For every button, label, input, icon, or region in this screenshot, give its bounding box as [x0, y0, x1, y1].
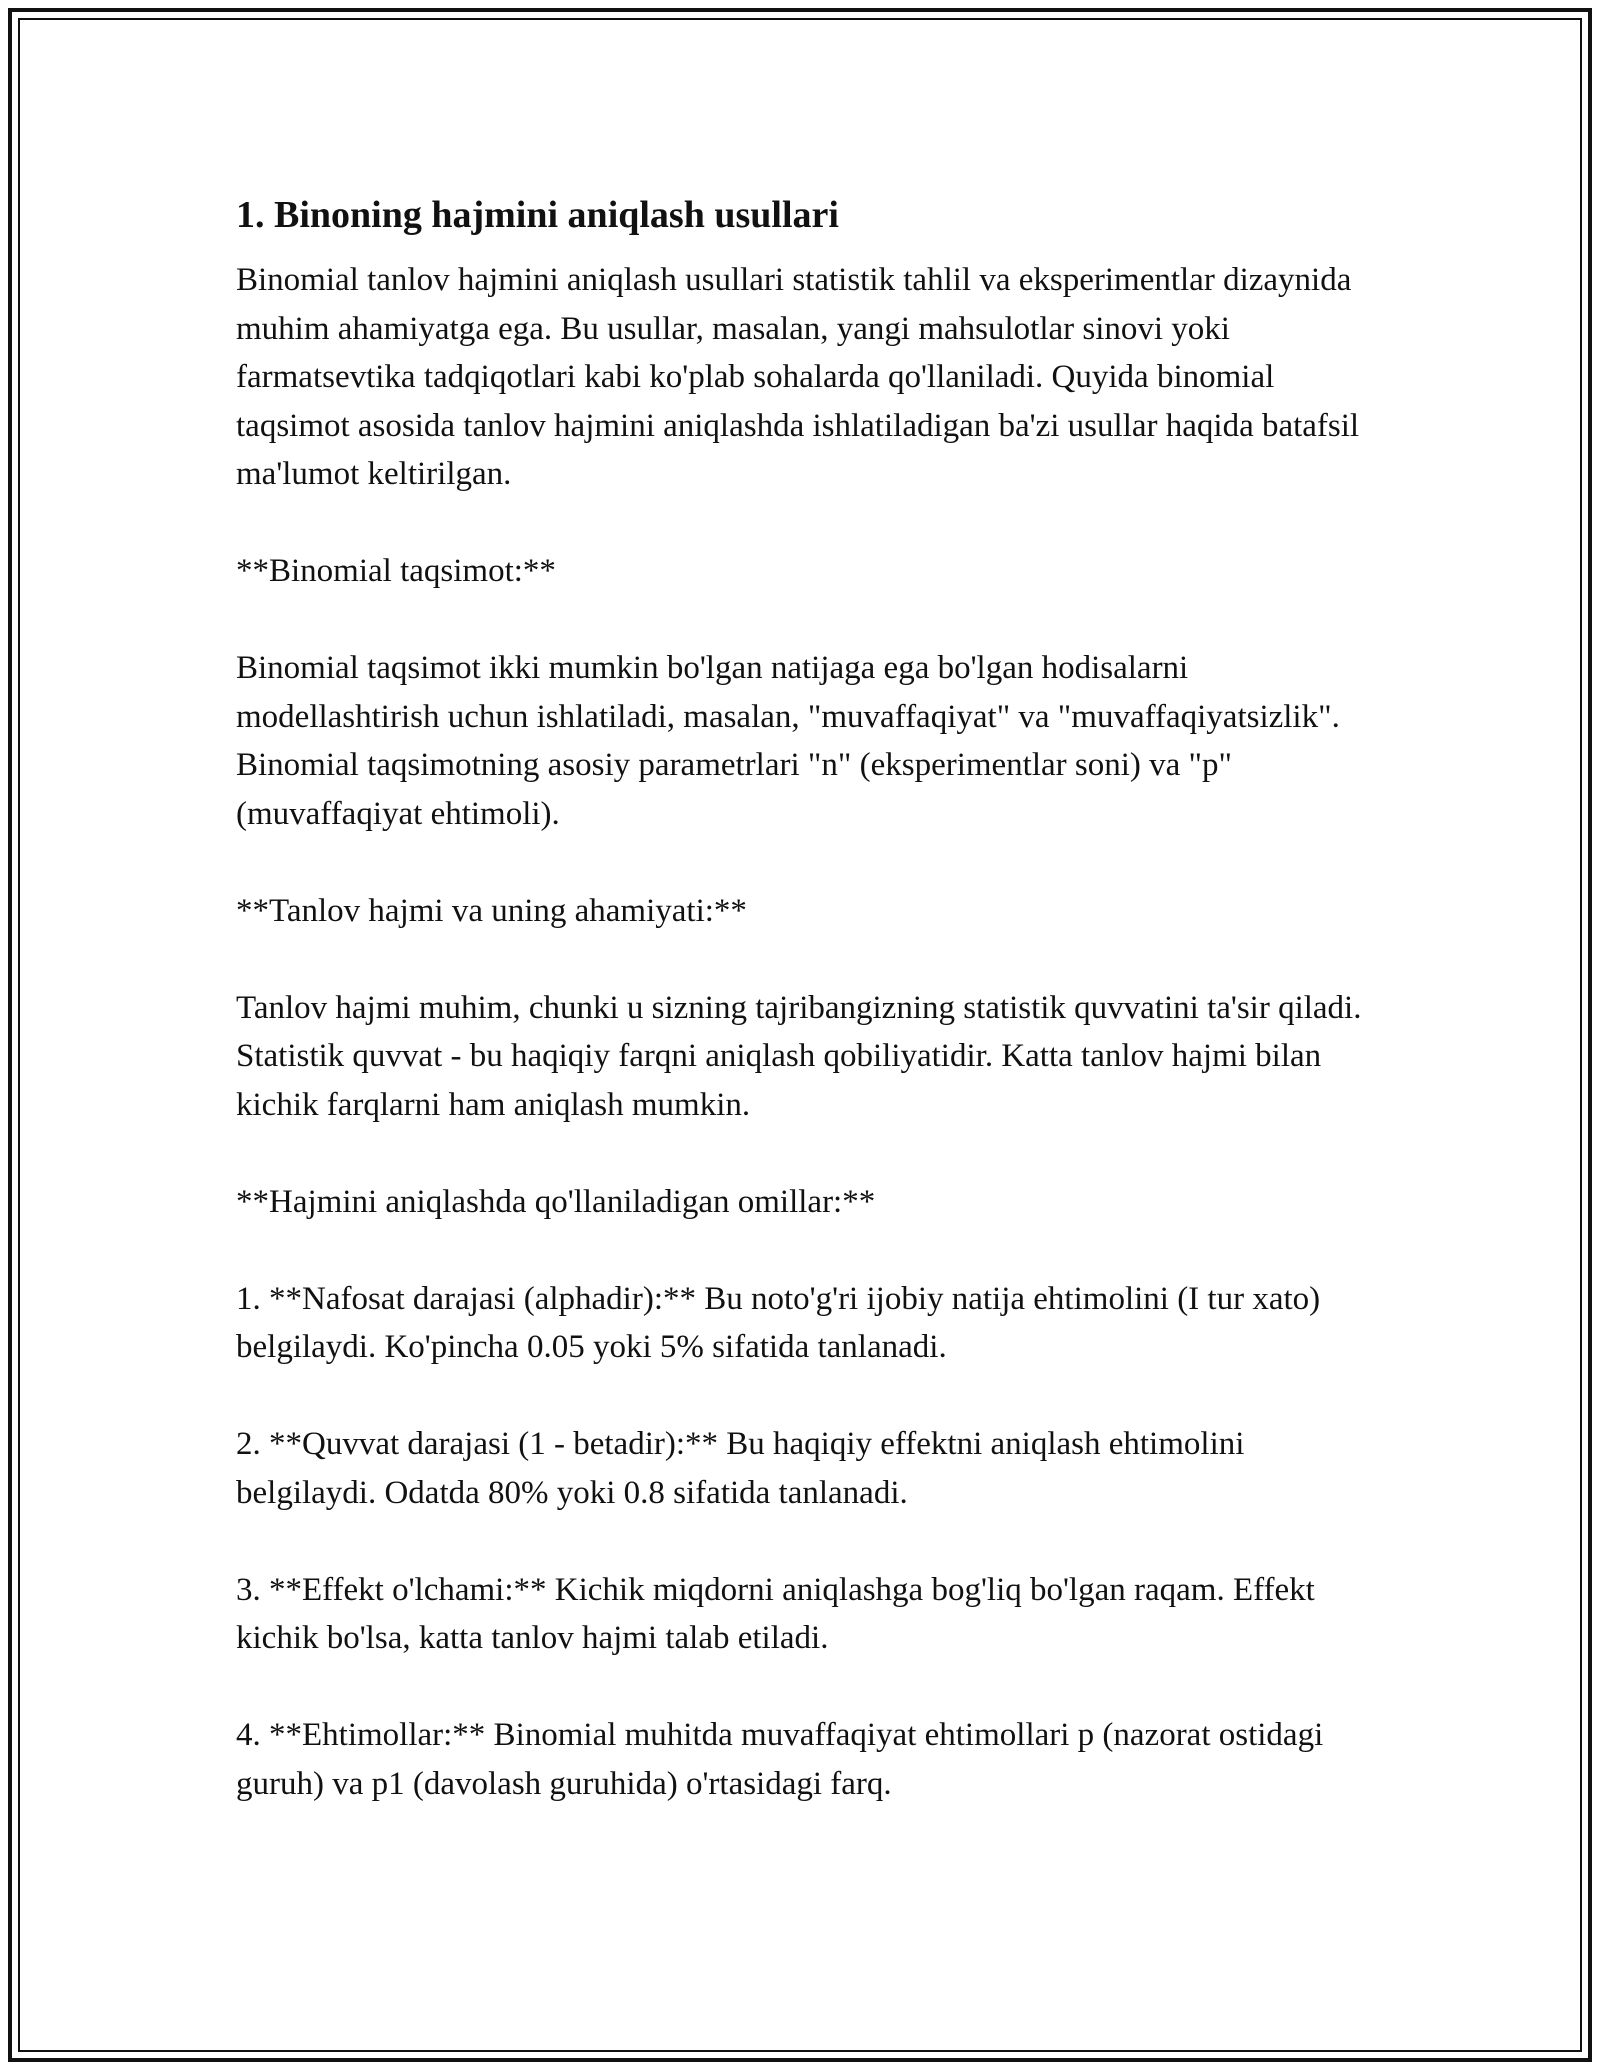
- factors-subheading: **Hajmini aniqlashda qo'llaniladigan omillar:**: [236, 1183, 876, 1220]
- factor-item-2: 2. **Quvvat darajasi (1 - betadir):** Bu haqiqiy effektni aniqlash ehtimolini belgilaydi. Odatda 80% yoki 0.8 sifatida tanlanadi.: [236, 1426, 1245, 1511]
- factor-item-3: 3. **Effekt o'lchami:** Kichik miqdorni aniqlashga bog'liq bo'lgan raqam. Effekt kichik bo'lsa, katta tanlov hajmi talab etiladi.: [236, 1571, 1315, 1656]
- factor-item-4: 4. **Ehtimollar:** Binomial muhitda muvaffaqiyat ehtimollari p (nazorat ostidagi guruh) va p1 (davolash guruhida) o'rtasidagi farq.: [236, 1717, 1324, 1802]
- intro-paragraph: Binomial tanlov hajmini aniqlash usullari statistik tahlil va eksperimentlar dizaynida muhim ahamiyatga ega. Bu usullar, masalan, yangi mahsulotlar sinovi yoki farmatsevtika tadqiqotlari kabi ko'plab sohalarda qo'llaniladi. Quyida binomial taqsimot asosida tanlov hajmini aniqlashda ishlatiladigan ba'zi usullar haqida batafsil ma'lumot keltirilgan.: [236, 262, 1360, 492]
- factor-item-1: 1. **Nafosat darajasi (alphadir):** Bu noto'g'ri ijobiy natija ehtimolini (I tur xato) belgilaydi. Ko'pincha 0.05 yoki 5% sifatida tanlanadi.: [236, 1280, 1321, 1365]
- sample-size-subheading: **Tanlov hajmi va uning ahamiyati:**: [236, 892, 747, 929]
- binomial-distribution-subheading: **Binomial taqsimot:**: [236, 553, 556, 589]
- binomial-distribution-paragraph: Binomial taqsimot ikki mumkin bo'lgan natijaga ega bo'lgan hodisalarni modellashtirish uchun ishlatiladi, masalan, "muvaffaqiyat" va "muvaffaqiyatsizlik". Binomial taqsimotning asosiy parametrlari "n" (eksperimentlar soni) va "p" (muvaffaqiyat ehtimoli).: [236, 650, 1340, 832]
- section-heading: 1. Binoning hajmini aniqlash usullari: [236, 194, 839, 236]
- document-body: [236, 186, 1386, 1857]
- sample-size-paragraph: Tanlov hajmi muhim, chunki u sizning tajribangizning statistik quvvatini ta'sir qiladi. Statistik quvvat - bu haqiqiy farqni aniqlash qobiliyatidir. Katta tanlov hajmi bilan kichik farqlarni ham aniqlash mumkin.: [236, 989, 1362, 1123]
